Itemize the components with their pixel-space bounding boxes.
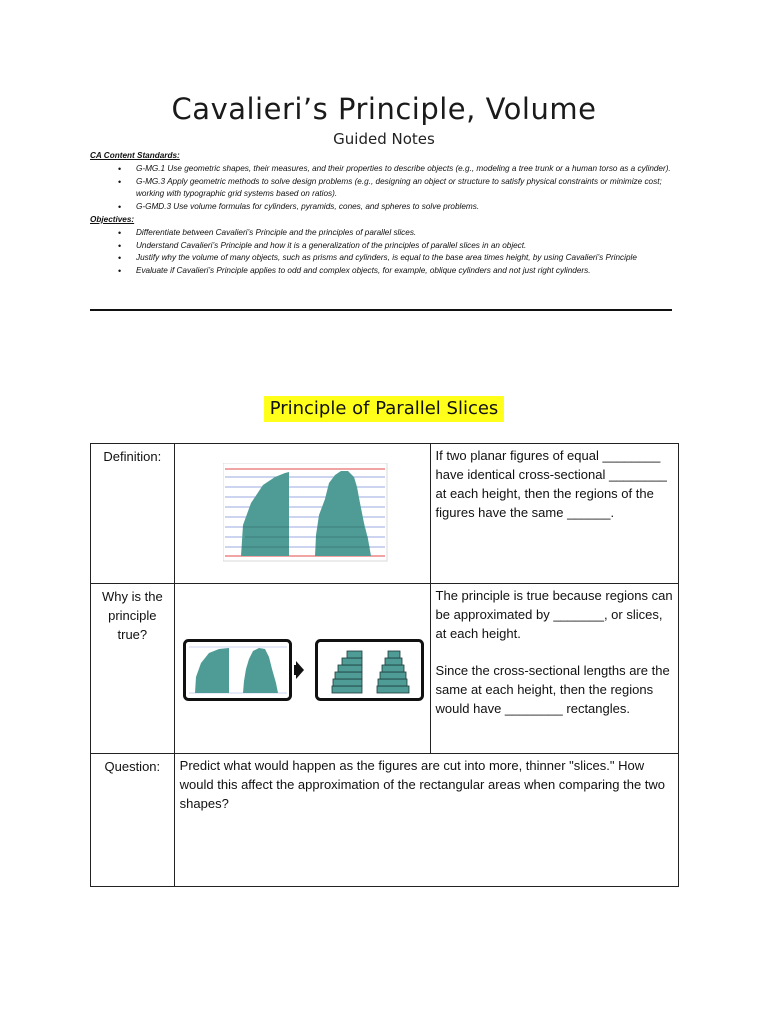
header-divider bbox=[90, 309, 672, 311]
page-subtitle: Guided Notes bbox=[333, 130, 435, 148]
why-figure-cell bbox=[174, 584, 430, 754]
slice-rectangle bbox=[378, 679, 407, 686]
standard-item: • G-MG.3 Apply geometric methods to solve design problems (e.g., designing an object or structure to satisfy physical constraints or minimize cost; working with typographic grid systems based on ratios). bbox=[136, 176, 680, 202]
why-text-cell bbox=[430, 584, 678, 754]
slice-rectangle bbox=[388, 651, 400, 658]
table-row-why bbox=[91, 584, 679, 754]
slice-rectangle bbox=[382, 665, 404, 672]
objective-item: • Differentiate between Cavalieri’s Principle and the principles of parallel slices. bbox=[136, 227, 680, 240]
rectangle-approximation-figure bbox=[183, 639, 425, 701]
objective-item: • Evaluate if Cavalieri’s Principle applies to odd and complex objects, for example, oblique cylinders and not just right cylinders. bbox=[136, 265, 680, 278]
slice-rectangle bbox=[347, 651, 362, 658]
standards-list bbox=[90, 163, 680, 214]
row-label: Why is the principle true? bbox=[91, 584, 175, 754]
parallel-slices-figure bbox=[223, 463, 388, 562]
standard-item: • G-MG.1 Use geometric shapes, their measures, and their properties to describe objects (e.g., modeling a tree trunk or a human torso as a cylinder). bbox=[136, 163, 680, 176]
table-row-question bbox=[91, 754, 679, 887]
slice-rectangle bbox=[385, 658, 402, 665]
notes-table bbox=[90, 443, 679, 887]
slice-rectangle bbox=[332, 686, 362, 693]
section-title-wrap bbox=[0, 396, 768, 422]
standards-heading: CA Content Standards: bbox=[90, 151, 180, 160]
page-title: Cavalieri’s Principle, Volume bbox=[171, 92, 597, 126]
objectives-heading: Objectives: bbox=[90, 214, 135, 224]
objective-item: • Understand Cavalieri’s Principle and how it is a generalization of the principles of parallel slices in an object. bbox=[136, 240, 680, 253]
standard-item: • G-GMD.3 Use volume formulas for cylinders, pyramids, cones, and spheres to solve problems. bbox=[136, 201, 680, 214]
table-row-definition bbox=[91, 444, 679, 584]
slice-rectangle bbox=[342, 658, 362, 665]
definition-figure-cell bbox=[174, 444, 430, 584]
section-title: Principle of Parallel Slices bbox=[264, 396, 505, 422]
slice-rectangle bbox=[333, 679, 362, 686]
slice-rectangle bbox=[380, 672, 406, 679]
row-label: Definition: bbox=[91, 444, 175, 584]
paragraph-gap bbox=[436, 643, 674, 661]
objectives-list bbox=[90, 227, 680, 278]
slice-rectangle bbox=[338, 665, 362, 672]
standards-section bbox=[90, 150, 680, 278]
objective-item: • Justify why the volume of many objects, such as prisms and cylinders, is equal to the base area times height, by using Cavalieri’s Principle bbox=[136, 252, 680, 265]
why-text-2: Since the cross-sectional lengths are the same at each height, then the regions would have ________ rectangles. bbox=[435, 663, 670, 716]
slice-rectangle bbox=[335, 672, 362, 679]
why-text-1: The principle is true because regions can be approximated by _______, or slices, at each height. bbox=[435, 588, 673, 641]
row-label: Question: bbox=[91, 754, 175, 887]
question-text: Predict what would happen as the figures are cut into more, thinner "slices." How would this affect the approximation of the rectangular areas when comparing the two shapes? bbox=[174, 754, 678, 887]
slice-rectangle bbox=[377, 686, 409, 693]
definition-text: If two planar figures of equal ________ have identical cross-sectional ________ at each height, then the regions of the figures have the same ______. bbox=[430, 444, 678, 584]
arrow-shaft bbox=[294, 665, 299, 675]
